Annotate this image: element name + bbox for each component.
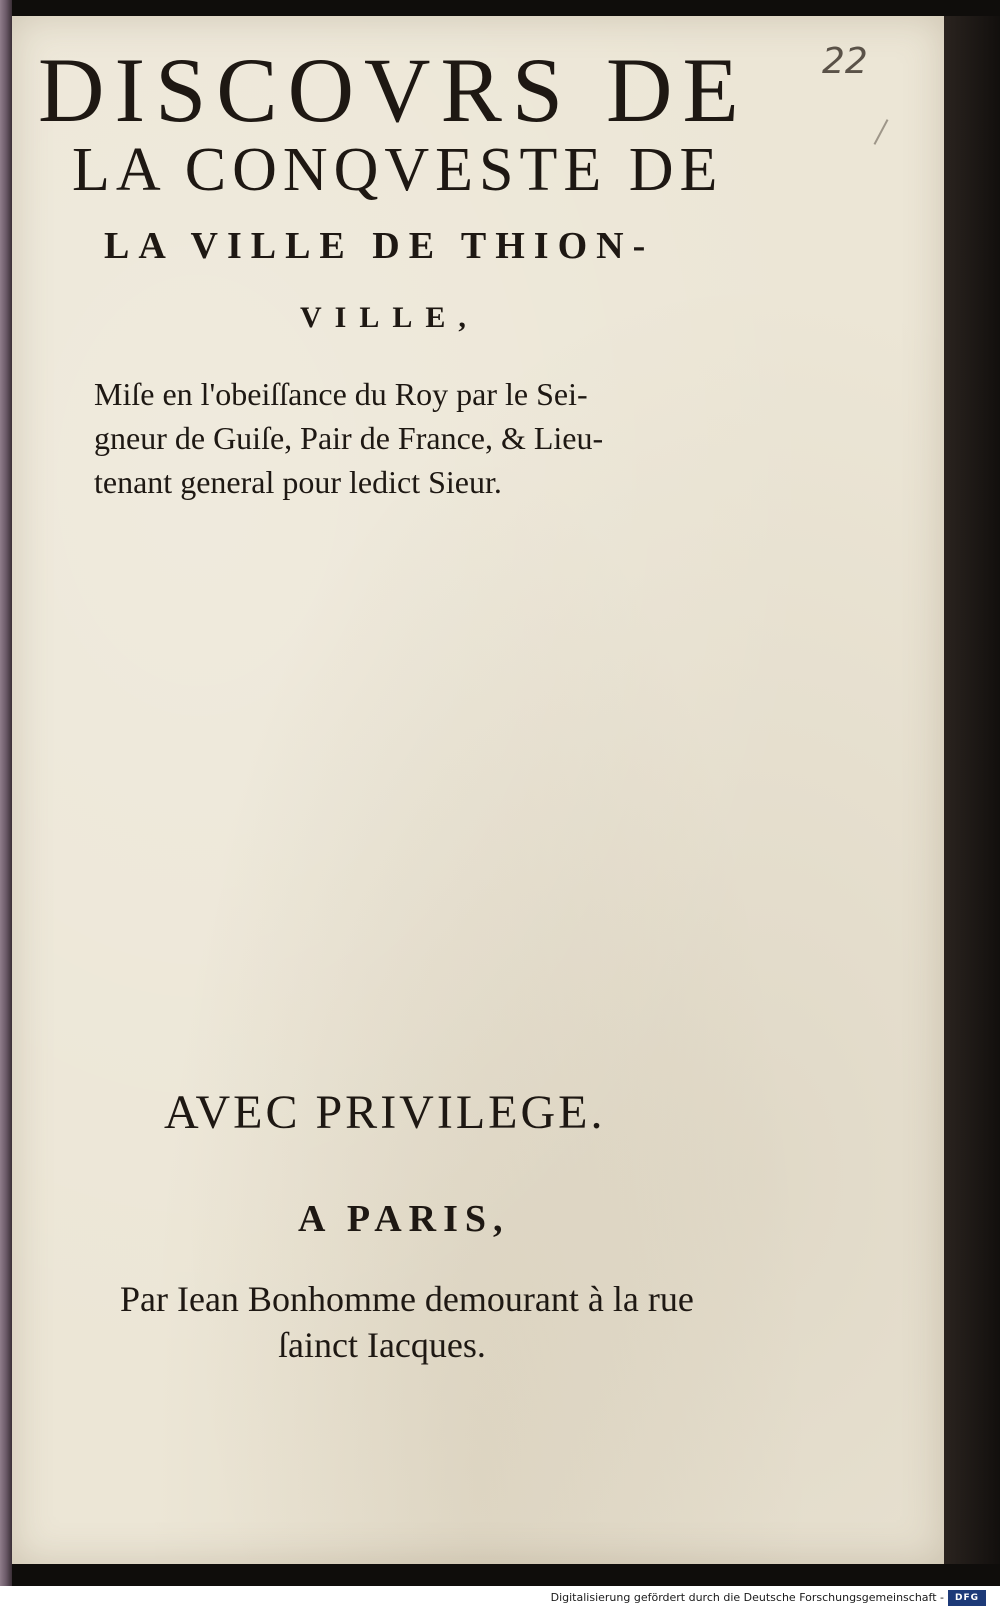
handwritten-page-number: 22 xyxy=(822,41,868,82)
digitization-footer xyxy=(0,1586,1000,1610)
title-line-1: DISCOVRS DE xyxy=(38,39,749,141)
page-shadow-edge xyxy=(944,16,1000,1564)
imprint-place: A PARIS, xyxy=(298,1198,510,1240)
imprint-printer-line-2: ſainct Iacques. xyxy=(278,1325,486,1365)
title-line-3: LA VILLE DE THION- xyxy=(104,225,655,267)
title-line-4: VILLE, xyxy=(300,301,479,334)
subtitle xyxy=(94,372,714,504)
book-spine-edge xyxy=(0,0,12,1610)
subtitle-line: Miſe en l'obeiſſance du Roy par le Sei- xyxy=(94,376,588,412)
title-line-2: LA CONQVESTE DE xyxy=(72,136,724,204)
subtitle-line: tenant general pour ledict Sieur. xyxy=(94,464,502,500)
dfg-logo-icon: DFG xyxy=(948,1590,986,1606)
imprint-printer-line-1: Par Iean Bonhomme demourant à la rue xyxy=(120,1279,694,1319)
privilege-statement: AVEC PRIVILEGE. xyxy=(164,1086,606,1139)
subtitle-line: gneur de Guiſe, Pair de France, & Lieu- xyxy=(94,420,604,456)
funding-credit: Digitalisierung gefördert durch die Deutsche Forschungsgemeinschaft - xyxy=(550,1591,944,1604)
